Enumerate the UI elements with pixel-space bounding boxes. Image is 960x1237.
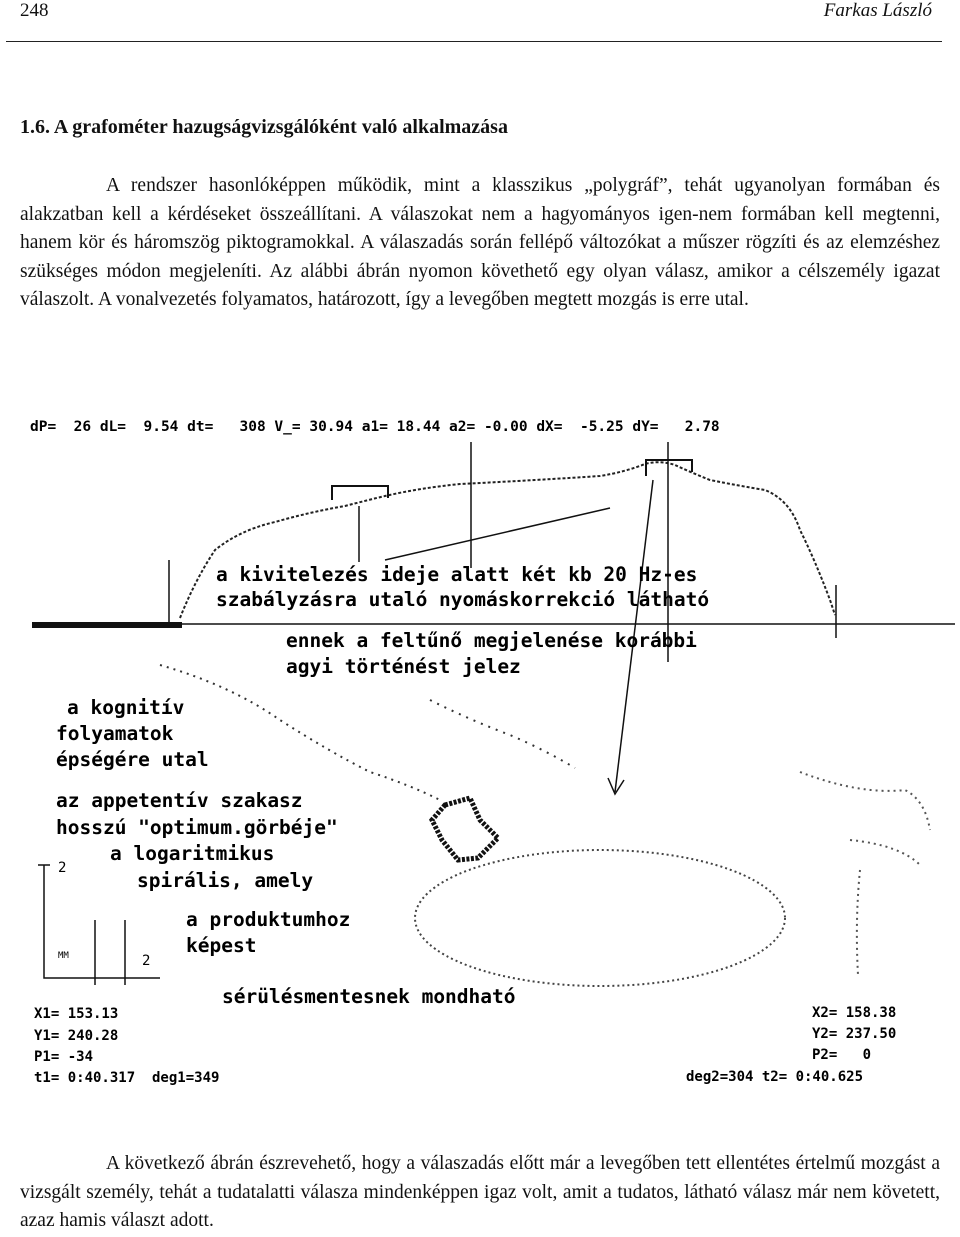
page-number: 248 [20,0,49,21]
body-paragraph-2: A következő ábrán észrevehető, hogy a válaszadás előtt már a levegőben tett ellentétes értelmű mozgást a vizsgált személy, tehát a tudatalatti válasza mindenképpen igaz volt, amit a tudatos, látható válasz már nem követett, azaz hamis választ adott. [20,1153,940,1231]
arrow-line-1 [385,508,610,560]
annotation-d3: a logaritmikus [110,842,275,865]
page-header [0,0,960,44]
section-title: 1.6. A grafométer hazugságvizsgálóként való alkalmazása [20,116,508,138]
readout-top: dP= 26 dL= 9.54 dt= 308 V_= 30.94 a1= 18.44 a2= -0.00 dX= -5.25 dY= 2.78 [30,419,720,435]
scale-label-mm: MM [58,951,69,961]
annotation-a1: a kivitelezés ideje alatt két kb 20 Hz-es [216,563,698,586]
annotation-d6: képest [186,934,257,957]
readout-t2: deg2=304 t2= 0:40.625 [686,1069,864,1085]
readout-x1: X1= 153.13 [34,1006,119,1022]
air-movement-trace-2 [430,700,575,768]
spiral-core [432,798,498,860]
scale-label-2: 2 [58,860,67,876]
annotation-d2: hosszú "optimum.görbéje" [56,816,338,839]
header-rule [6,41,942,42]
annotation-c3: épségére utal [56,748,209,771]
grafometer-figure [0,400,960,1100]
running-author: Farkas László [823,0,932,21]
annotation-c2: folyamatok [56,722,174,745]
annotation-d5: a produktumhoz [186,908,351,931]
readout-p1: P1= -34 [34,1049,94,1065]
body-paragraph-1: A rendszer hasonlóképpen működik, mint a klasszikus „polygráf”, tehát ugyanolyan formában és alakzatban kell a kérdéseket összeállítani. A válaszokat nem a hagyományos igen-nem formában kell megtenni, hanem kör és háromszög piktogramokkal. A válaszadás során fellépő változókat a műszer rögzíti és az elemzéshez szükséges módon megjeleníti. Az alábbi ábrán nyomon követhető egy olyan válasz, amikor a célszemély igazat válaszolt. A vonalvezetés folyamatos, határozott, így a levegőben megtett mozgás is erre utal. [20,175,940,310]
air-movement-trace [160,665,440,800]
annotation-b1: ennek a feltűnő megjelenése korábbi [286,629,697,652]
readout-t1: t1= 0:40.317 deg1=349 [34,1070,220,1086]
readout-x2: X2= 158.38 [812,1005,897,1021]
annotation-d4: spirális, amely [137,869,314,892]
annotation-b2: agyi történést jelez [286,655,521,678]
scale-label-2b: 2 [142,953,151,969]
annotation-a2: szabályzásra utaló nyomáskorrekció látható [216,588,710,611]
readout-y2: Y2= 237.50 [812,1026,897,1042]
readout-p2: P2= 0 [812,1047,872,1063]
spiral-loop [415,850,785,986]
annotation-c1: a kognitív [67,696,185,719]
annotation-d1: az appetentív szakasz [56,789,303,812]
annotation-d7: sérülésmentesnek mondható [222,985,516,1008]
side-trace [800,772,930,975]
readout-y1: Y1= 240.28 [34,1028,119,1044]
